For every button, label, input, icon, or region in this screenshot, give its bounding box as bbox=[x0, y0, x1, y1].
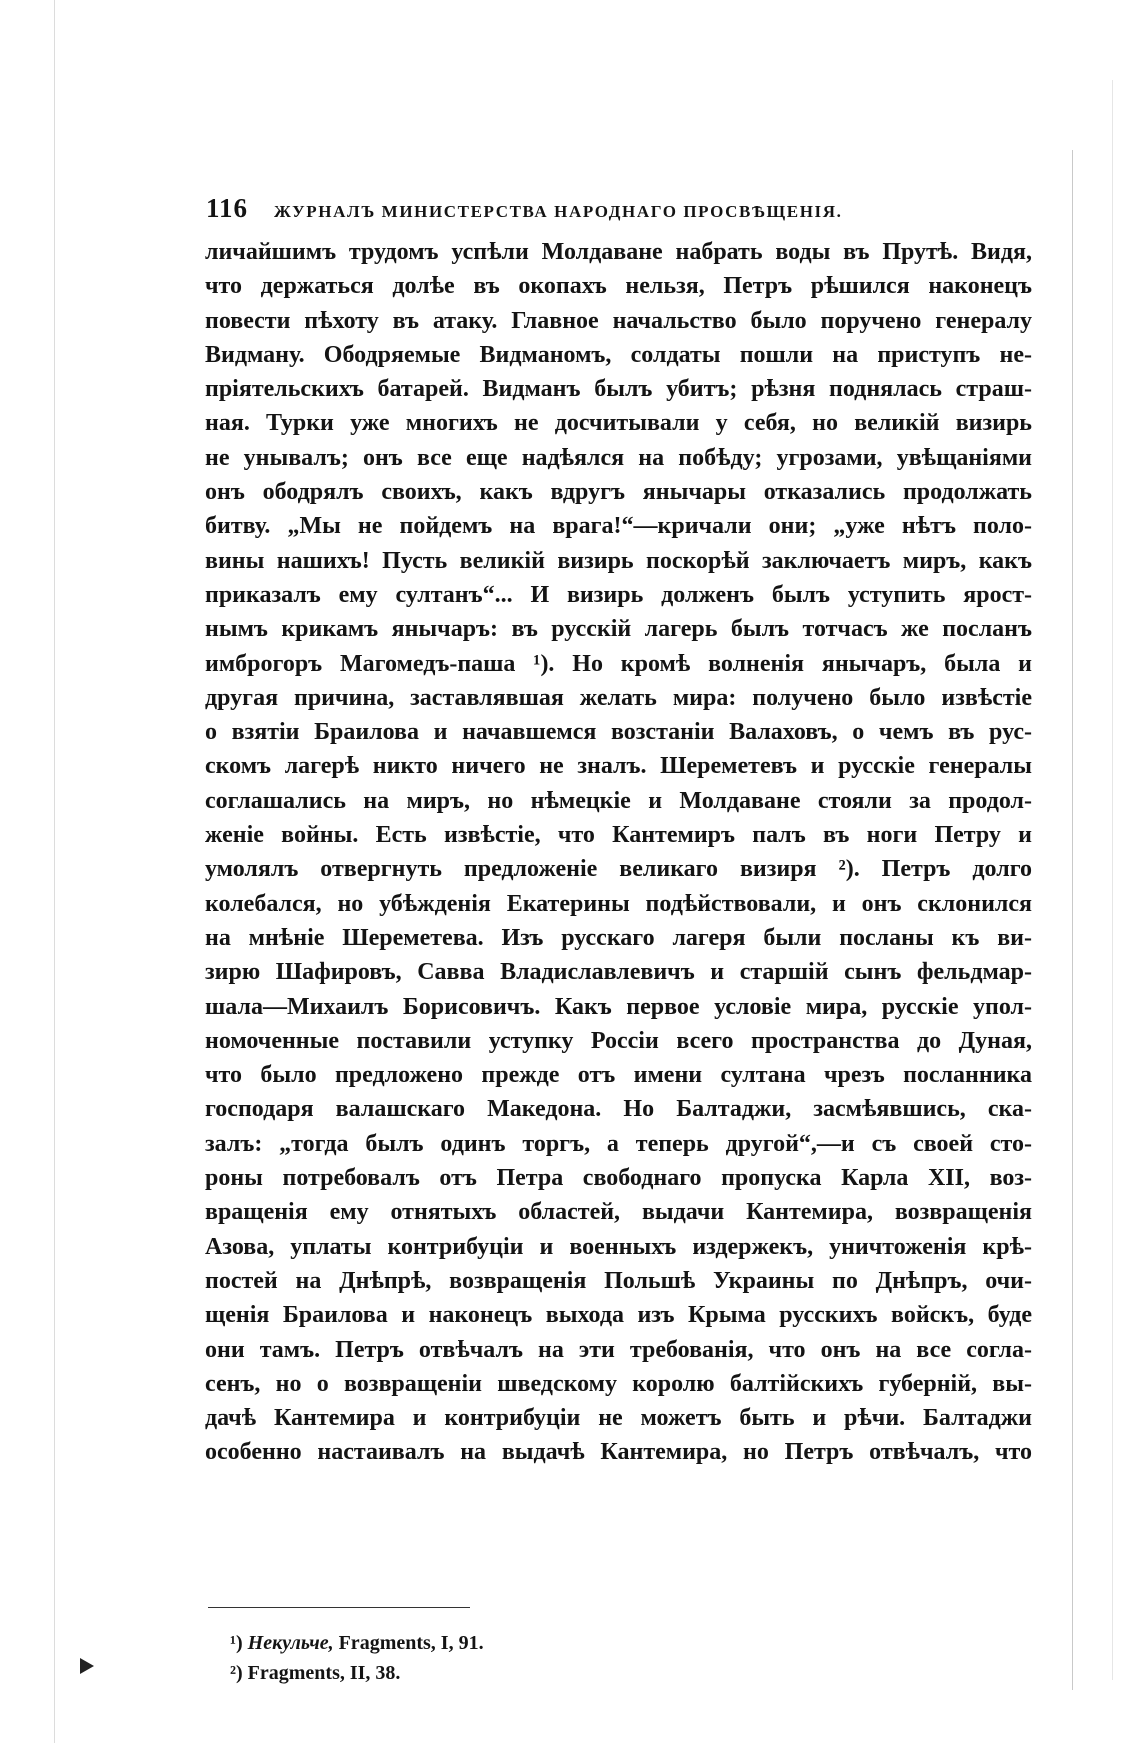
text-line: особенно настаивалъ на выдачѣ Кантемира, но Петръ отвѣчалъ, что bbox=[205, 1439, 1032, 1466]
text-line: личайшимъ трудомъ успѣли Молдаване набрать воды въ Прутѣ. Видя, bbox=[205, 239, 1032, 265]
text-line: ная. Турки уже многихъ не досчитывали у себя, но великій визирь bbox=[205, 410, 1032, 437]
footnote-2 bbox=[230, 1658, 484, 1688]
text-line: имброгоръ Магомедъ-паша ¹). Но кромѣ волненія янычаръ, была и bbox=[205, 650, 1032, 677]
text-line: сенъ, но о возвращеніи шведскому королю балтійскихъ губерній, вы- bbox=[205, 1370, 1032, 1397]
scan-edge-right bbox=[1072, 150, 1073, 1690]
text-line: вращенія ему отнятыхъ областей, выдачи Кантемира, возвращенія bbox=[205, 1199, 1032, 1226]
text-line: битву. „Мы не пойдемъ на врага!“—кричали они; „уже нѣтъ поло- bbox=[205, 513, 1032, 540]
text-line: на мнѣніе Шереметева. Изъ русскаго лагеря были посланы къ ви- bbox=[205, 924, 1032, 951]
text-line: колебался, но убѣжденія Екатерины подѣйствовали, и онъ склонился bbox=[205, 890, 1032, 917]
text-line: они тамъ. Петръ отвѣчалъ на эти требованія, что онъ на все согла- bbox=[205, 1336, 1032, 1363]
footnote-mark: ²) bbox=[230, 1662, 243, 1684]
text-line: шала—Михаилъ Борисовичъ. Какъ первое условіе мира, русскіе упол- bbox=[205, 993, 1032, 1020]
text-line: что было предложено прежде отъ имени султана чрезъ посланника bbox=[205, 1062, 1032, 1089]
text-line: постей на Днѣпрѣ, возвращенія Польшѣ Украины по Днѣпръ, очи- bbox=[205, 1267, 1032, 1294]
footnote-mark: ¹) bbox=[230, 1632, 243, 1654]
text-line: пріятельскихъ батарей. Видманъ былъ убитъ; рѣзня поднялась страш- bbox=[205, 376, 1032, 403]
text-line: Видману. Ободряемые Видманомъ, солдаты пошли на приступъ не- bbox=[205, 341, 1032, 368]
text-line: скомъ лагерѣ никто ничего не зналъ. Шереметевъ и русскіе генералы bbox=[205, 753, 1032, 780]
text-line: залъ: „тогда былъ одинъ торгъ, а теперь другой“,—и съ своей сто- bbox=[205, 1130, 1032, 1157]
footnote-text: Fragments, II, 38. bbox=[242, 1662, 401, 1684]
text-line: Азова, уплаты контрибуціи и военныхъ издержекъ, уничтоженія крѣ- bbox=[205, 1233, 1032, 1260]
text-line: не унывалъ; онъ все еще надѣялся на побѣду; угрозами, увѣщаніями bbox=[205, 444, 1032, 471]
text-line: другая причина, заставлявшая желать мира: получено было извѣстіе bbox=[205, 684, 1032, 711]
text-line: повести пѣхоту въ атаку. Главное начальство было поручено генералу bbox=[205, 307, 1032, 334]
scan-edge-left bbox=[54, 0, 55, 1743]
scan-edge-outer bbox=[1112, 80, 1113, 1680]
running-head bbox=[206, 193, 1032, 223]
text-line: номоченные поставили уступку Россіи всего пространства до Дуная, bbox=[205, 1027, 1032, 1054]
page-number: 116 bbox=[206, 193, 249, 223]
text-line: онъ ободрялъ своихъ, какъ вдругъ янычары отказались продолжать bbox=[205, 479, 1032, 506]
text-line: нымъ крикамъ янычаръ: въ русскій лагерь былъ тотчасъ же посланъ bbox=[205, 616, 1032, 643]
footnote-author: Некульче, bbox=[247, 1632, 334, 1654]
text-line: умолялъ отвергнуть предложеніе великаго визиря ²). Петръ долго bbox=[205, 856, 1032, 883]
footnote-text: Fragments, I, 91. bbox=[333, 1632, 484, 1654]
text-line: соглашались на миръ, но нѣмецкіе и Молдаване стояли за продол- bbox=[205, 787, 1032, 814]
text-line: роны потребовалъ отъ Петра свободнаго пропуска Карла XII, воз- bbox=[205, 1165, 1032, 1192]
text-line: дачѣ Кантемира и контрибуціи не можетъ быть и рѣчи. Балтаджи bbox=[205, 1405, 1032, 1432]
journal-title: ЖУРНАЛЪ МИНИСТЕРСТВА НАРОДНАГО ПРОСВѢЩЕНІЯ. bbox=[274, 202, 843, 221]
text-line: о взятіи Браилова и начавшемся возстаніи Валаховъ, о чемъ въ рус- bbox=[205, 719, 1032, 746]
text-line: щенія Браилова и наконецъ выхода изъ Крыма русскихъ войскъ, буде bbox=[205, 1302, 1032, 1329]
text-line: вины нашихъ! Пусть великій визирь поскорѣй заключаетъ миръ, какъ bbox=[205, 547, 1032, 574]
footnote-rule bbox=[208, 1607, 470, 1608]
text-line: зирю Шафировъ, Савва Владиславлевичъ и старшій сынъ фельдмар- bbox=[205, 959, 1032, 986]
text-line: женіе войны. Есть извѣстіе, что Кантемиръ палъ въ ноги Петру и bbox=[205, 822, 1032, 849]
margin-arrow-icon bbox=[80, 1658, 94, 1674]
text-line: что держаться долѣе въ окопахъ нельзя, Петръ рѣшился наконецъ bbox=[205, 273, 1032, 300]
footnote-1 bbox=[230, 1628, 484, 1658]
body-text bbox=[205, 235, 1032, 1470]
text-line: приказалъ ему султанъ“... И визирь долженъ былъ уступить ярост- bbox=[205, 581, 1032, 608]
text-line: господаря валашскаго Македона. Но Балтаджи, засмѣявшись, ска- bbox=[205, 1096, 1032, 1123]
footnotes bbox=[230, 1628, 484, 1688]
